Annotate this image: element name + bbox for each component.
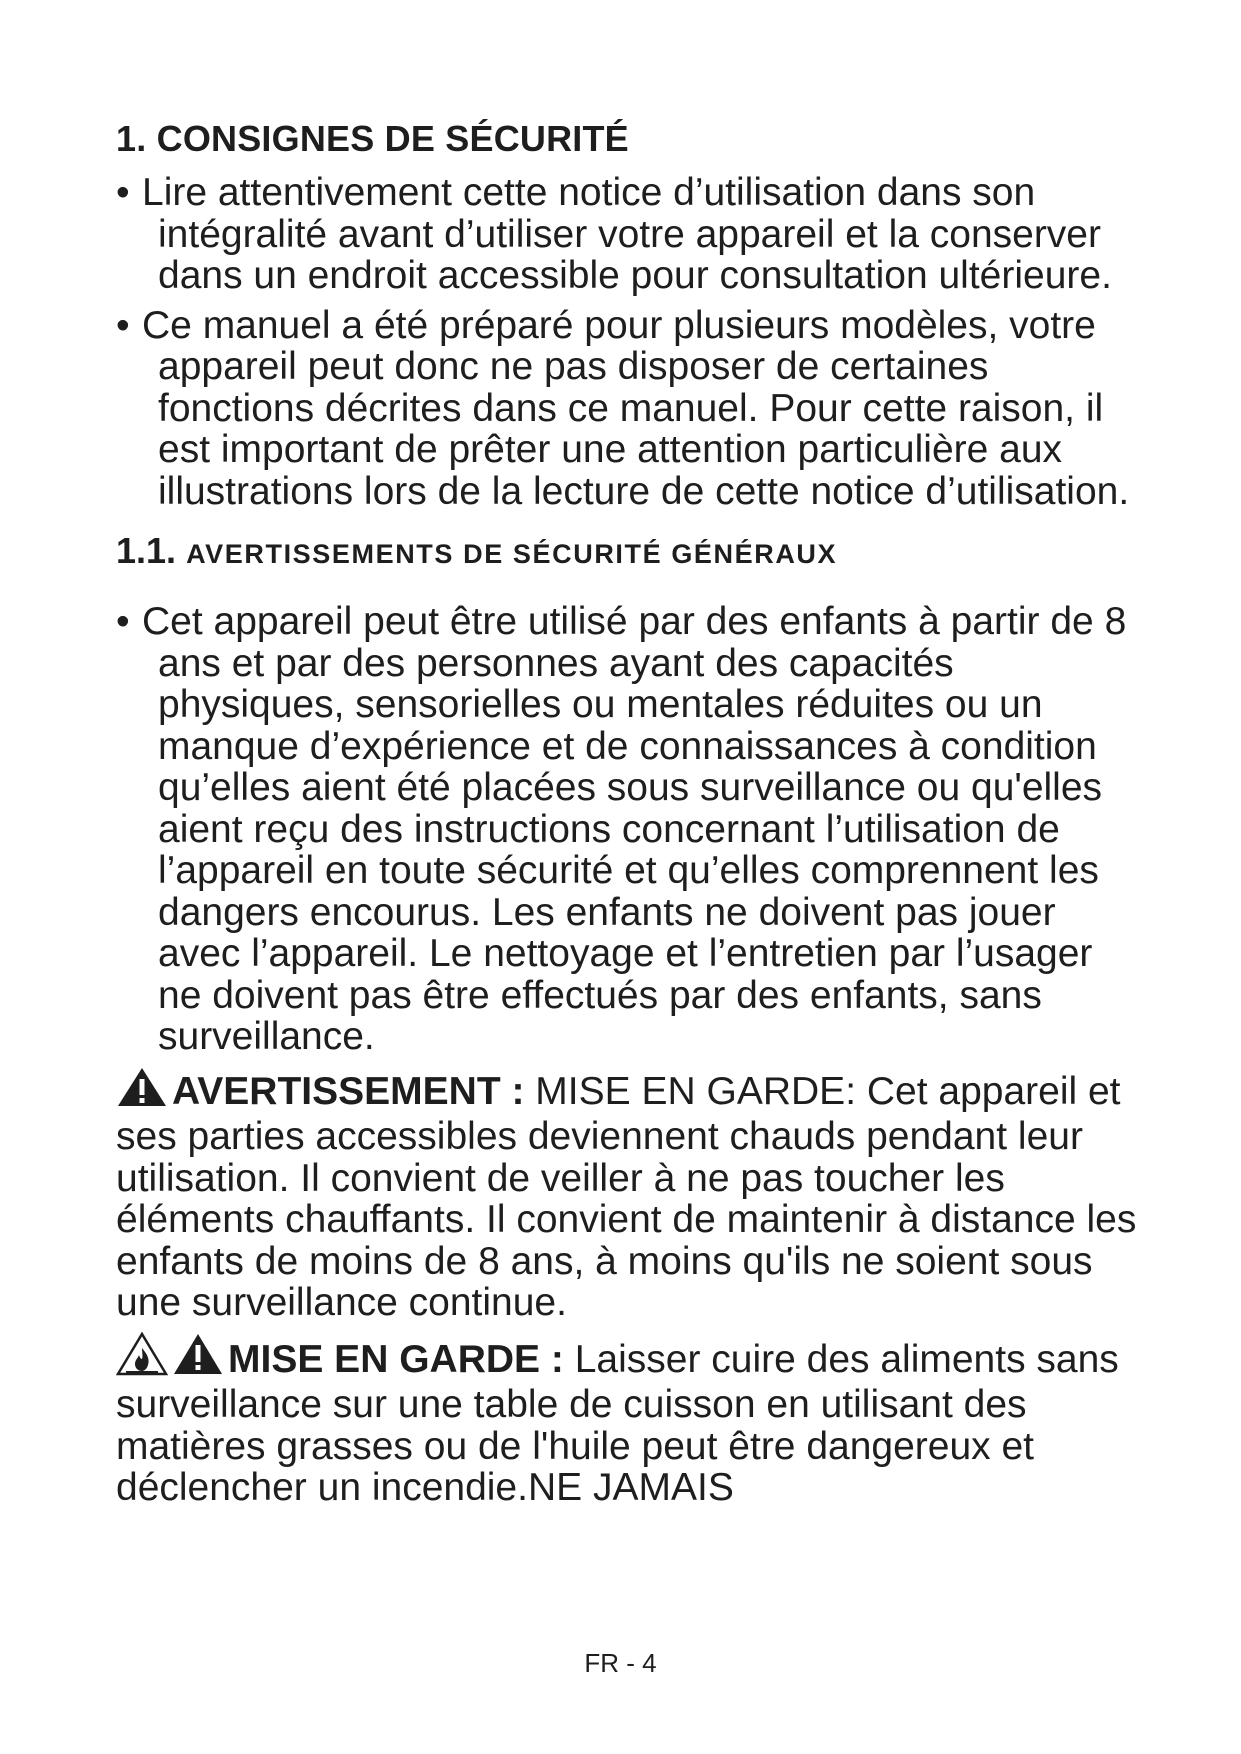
bullet-text: Cet appareil peut être utilisé par des enfants à partir de 8 ans et par des personnes ayant des capacités physiques, sensorielles ou mentales réduites ou un manque d’expérience et de connaissances à condition qu’elles aient été placées sous surveillance ou qu'elles aient reçu des instructions concernant l’utilisation de l’appareil en toute sécurité et qu’elles comprennent les dangers encourus. Les enfants ne doivent pas jouer avec l’appareil. Le nettoyage et l’entretien par l’usager ne doivent pas être effectués par des enfants, sans surveillance. [142, 600, 1127, 1058]
subsection-title [116, 530, 1146, 575]
warning-triangle-icon [172, 1332, 224, 1385]
caution-lead: MISE EN GARDE : [228, 1337, 564, 1381]
warning-paragraph [116, 1066, 1146, 1324]
bullet-item [116, 172, 1146, 297]
page-number: FR - 4 [584, 1648, 657, 1678]
warning-text: MISE EN GARDE: Cet appareil et ses parties accessibles deviennent chauds pendant leur utilisation. Il convient de veiller à ne pas toucher les éléments chauffants. Il convient de maintenir à distance les enfants de moins de 8 ans, à moins qu'ils ne soient sous une surveillance continue. [116, 1069, 1137, 1324]
caution-text: Laisser cuire des aliments sans surveillance sur une table de cuisson en utilisant des matières grasses ou de l'huile peut être dangereux et déclencher un incendie.NE JAMAIS [116, 1337, 1119, 1509]
subsection-number: 1.1. [116, 530, 177, 571]
caution-paragraph [116, 1332, 1146, 1509]
bullet-text: Ce manuel a été préparé pour plusieurs modèles, votre appareil peut donc ne pas disposer de certaines fonctions décrites dans ce manuel. Pour cette raison, il est important de prêter une attention particulière aux illustrations lors de la lecture de cette notice d’utilisation. [142, 303, 1130, 513]
bullet-dot: • [116, 171, 130, 214]
bullet-dot: • [116, 303, 130, 347]
bullet-item [116, 305, 1146, 513]
subsection-heading: AVERTISSEMENTS DE SÉCURITÉ GÉNÉRAUX [186, 539, 838, 569]
warning-lead: AVERTISSEMENT : [172, 1069, 525, 1113]
section-title: 1. CONSIGNES DE SÉCURITÉ [116, 118, 629, 159]
bullet-dot: • [116, 600, 130, 643]
fire-hazard-icon [116, 1332, 168, 1385]
bullet-item [116, 601, 1146, 1058]
bullet-text: Lire attentivement cette notice d’utilisation dans son intégralité avant d’utiliser votre appareil et la conserver dans un endroit accessible pour consultation ultérieure. [142, 171, 1112, 297]
page-content [116, 118, 1146, 1517]
warning-triangle-icon [116, 1066, 168, 1117]
